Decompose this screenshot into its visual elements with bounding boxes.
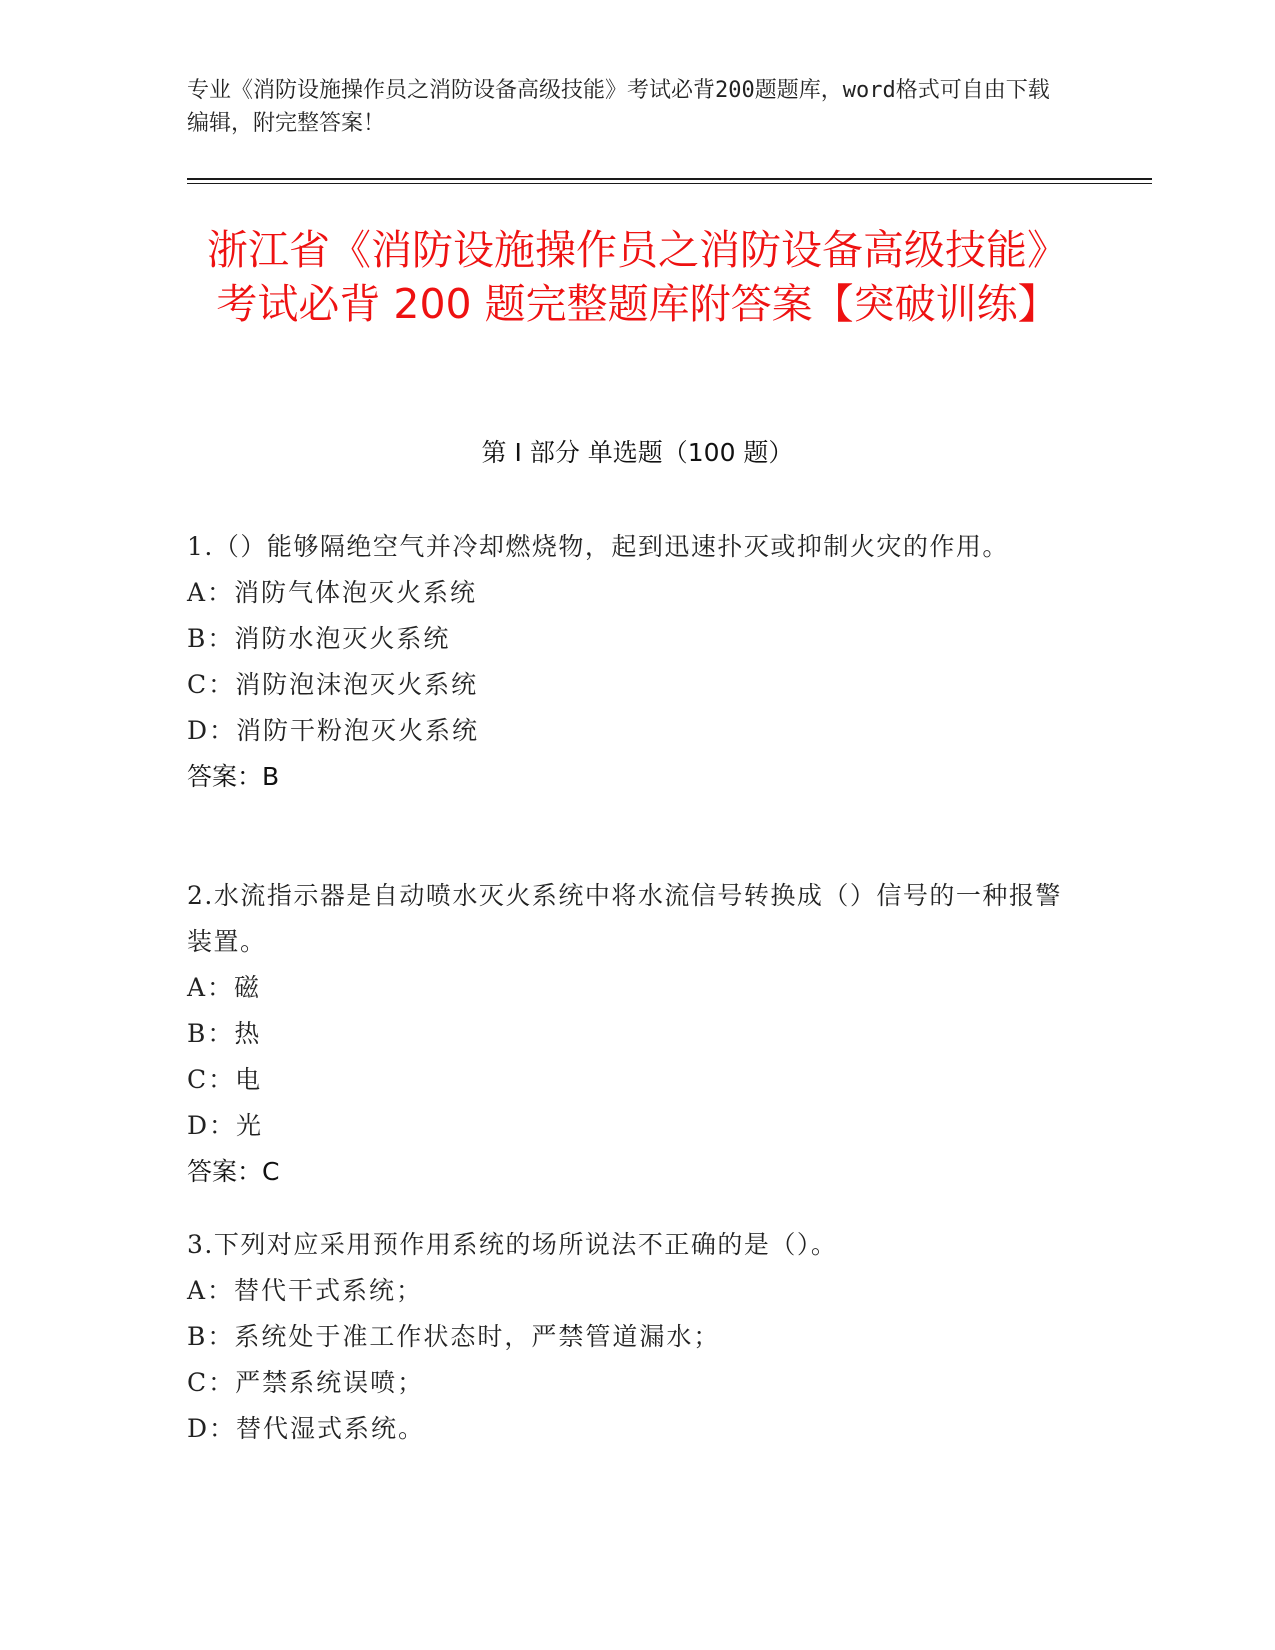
section-heading: 第 I 部分 单选题（100 题）: [481, 438, 794, 467]
option-d: D：光: [187, 1111, 264, 1140]
option-b: B：系统处于准工作状态时，严禁管道漏水；: [187, 1322, 721, 1351]
question-2: [187, 873, 1067, 1195]
option-c: C：消防泡沫泡灭火系统: [187, 670, 479, 699]
question-stem: 3.下列对应采用预作用系统的场所说法不正确的是（）。: [187, 1230, 838, 1259]
question-3: [187, 1222, 1067, 1452]
option-d: D：消防干粉泡灭火系统: [187, 716, 480, 745]
option-b: B：消防水泡灭火系统: [187, 624, 451, 653]
header-divider-thick: [187, 178, 1152, 180]
answer-line: 答案：B: [187, 762, 280, 791]
option-a: A：消防气体泡灭火系统: [187, 578, 478, 607]
header-note: 专业《消防设施操作员之消防设备高级技能》考试必背200题题库，word格式可自由下载编辑，附完整答案！: [187, 78, 1050, 136]
document-title: 浙江省《消防设施操作员之消防设备高级技能》考试必背 200 题完整题库附答案【突破训练】: [207, 226, 1068, 328]
answer-line: 答案：C: [187, 1157, 280, 1186]
option-b: B：热: [187, 1019, 262, 1048]
option-c: C：电: [187, 1065, 263, 1094]
header-divider-thin: [187, 183, 1152, 184]
question-1: [187, 524, 1067, 800]
question-stem: 2.水流指示器是自动喷水灭火系统中将水流信号转换成（）信号的一种报警装置。: [187, 881, 1062, 956]
option-d: D：替代湿式系统。: [187, 1414, 426, 1443]
option-a: A：替代干式系统；: [187, 1276, 424, 1305]
question-stem: 1.（）能够隔绝空气并冷却燃烧物，起到迅速扑灭或抑制火灾的作用。: [187, 532, 1009, 561]
option-a: A：磁: [187, 973, 262, 1002]
option-c: C：严禁系统误喷；: [187, 1368, 425, 1397]
